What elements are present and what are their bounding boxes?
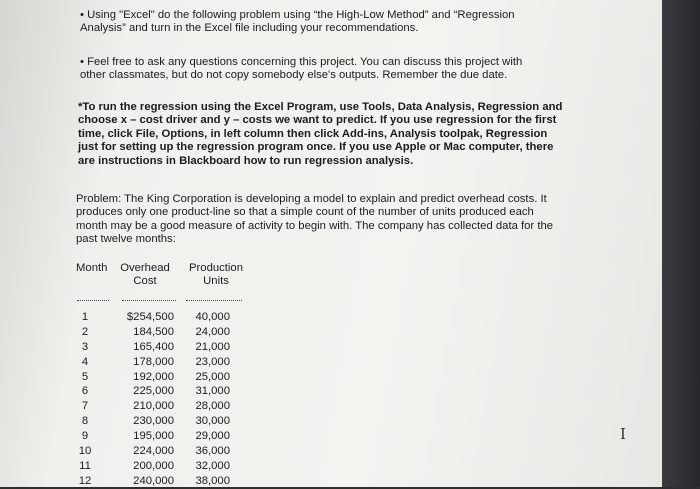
cell-overhead: 178,000 (133, 355, 174, 368)
cell-units: 31,000 (195, 385, 230, 398)
cell-overhead: 200,000 (133, 459, 174, 472)
cell-overhead: 230,000 (133, 415, 174, 428)
cell-units: 24,000 (195, 325, 230, 338)
cell-month: 1 (81, 311, 89, 323)
cell-month: 3 (81, 340, 89, 353)
divider-production (186, 300, 242, 301)
header-overhead (118, 262, 172, 289)
cell-overhead: 224,000 (133, 445, 174, 458)
divider-overhead (122, 300, 176, 301)
cell-month: 12 (78, 474, 92, 487)
cell-overhead: 165,400 (133, 340, 174, 353)
cell-units: 23,000 (195, 355, 230, 368)
cell-units: 28,000 (195, 400, 230, 413)
cell-overhead: 184,500 (133, 325, 174, 338)
cell-units: 38,000 (195, 474, 230, 487)
cell-units: 32,000 (195, 459, 230, 472)
cell-month: 9 (81, 430, 89, 443)
cell-overhead: 195,000 (133, 430, 174, 443)
cell-month: 10 (78, 445, 92, 458)
instruction-excel: • Using "Excel" do the following problem using “the High-Low Method” and “Regression Analysis” and turn in the Excel file including your recommendations. (80, 9, 515, 35)
instruction-questions: • Feel free to ask any questions concerning this project. You can discuss this project with other classmates, but do not copy somebody else's outputs. Remember the due date. (80, 56, 523, 82)
cell-overhead: 192,000 (133, 370, 174, 383)
cell-units: 36,000 (195, 445, 230, 458)
cell-month: 11 (79, 459, 91, 472)
cell-overhead: 225,000 (133, 385, 174, 398)
cell-overhead: $254,500 (126, 311, 174, 323)
instruction-regression: *To run the regression using the Excel Program, use Tools, Data Analysis, Regression and choose x – cost driver and y – costs we want to predict. If you use regression for the first time, click File, Options, in left column then click Add-ins, Analysis toolpak, Regression just for setting up the regression program once. If you use Apple or Mac computer, there are instructions in Blackboard how to run regression analysis. (78, 101, 563, 167)
cell-month: 6 (81, 385, 89, 398)
header-production (184, 262, 248, 289)
problem-statement: Problem: The King Corporation is developing a model to explain and predict overhead costs. It produces only one product-line so that a simple count of the number of units produced each month may be a good measure of activity to begin with. The company has collected data for the past twelve months: (76, 193, 554, 246)
cell-month: 7 (81, 400, 89, 413)
header-overhead-line2: Cost (133, 275, 157, 288)
cell-month: 5 (81, 370, 89, 383)
header-overhead-line1: Overhead (120, 262, 170, 274)
cell-units: 40,000 (195, 311, 230, 323)
header-production-line2: Units (203, 275, 229, 288)
header-production-line1: Production (188, 262, 243, 274)
cell-month: 2 (81, 325, 89, 338)
monitor-edge (662, 0, 700, 487)
cell-units: 30,000 (195, 415, 230, 428)
text-cursor-icon: I (620, 425, 626, 443)
cell-month: 8 (81, 415, 89, 428)
cell-units: 29,000 (195, 430, 230, 443)
cell-units: 25,000 (195, 370, 230, 383)
cell-units: 21,000 (195, 340, 230, 353)
cell-overhead: 240,000 (133, 474, 174, 487)
cell-month: 4 (81, 355, 89, 368)
cell-overhead: 210,000 (133, 400, 174, 413)
divider-month (77, 300, 109, 301)
header-month: Month (76, 262, 108, 274)
